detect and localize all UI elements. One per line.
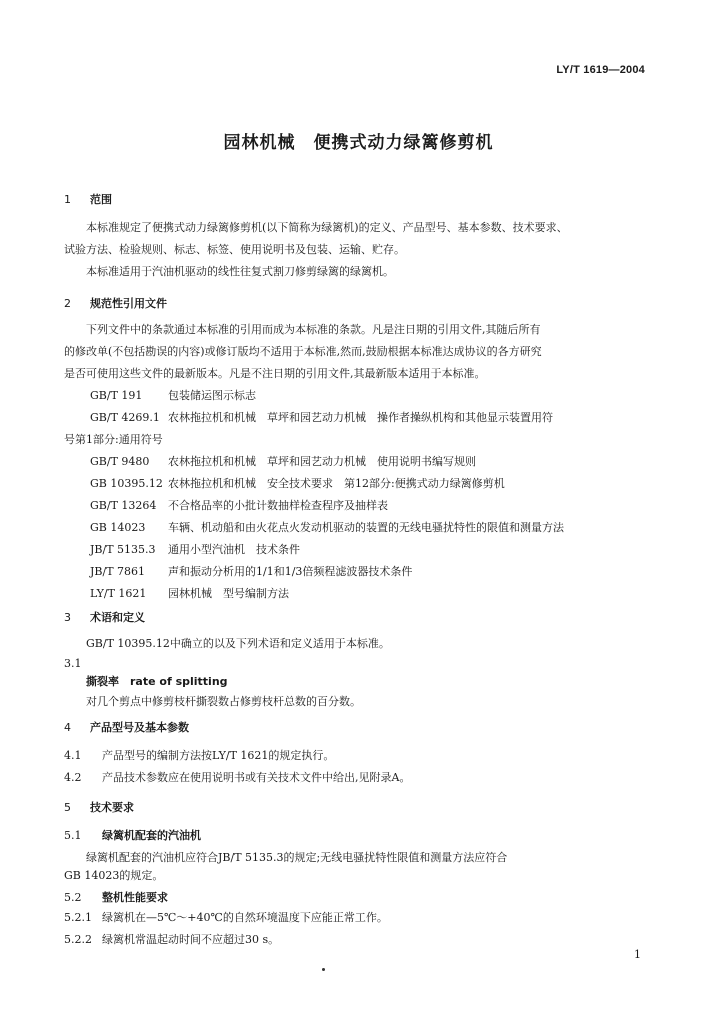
paragraph: 绿篱机配套的汽油机应符合JB/T 5135.3的规定;无线电骚扰特性限值和测量方法应符合: [86, 851, 508, 864]
reference-title: 包装储运图示标志: [168, 389, 256, 402]
clause-item: [64, 748, 653, 764]
page-number: 1: [634, 948, 641, 961]
standard-number: LY/T 1619—2004: [556, 64, 645, 76]
section-4-heading: [64, 720, 653, 736]
subsection-title: 整机性能要求: [102, 891, 168, 904]
clause-number: 4.2: [64, 771, 82, 784]
paragraph-continued: 的修改单(不包括勘误的内容)或修订版均不适用于本标准,然而,鼓励根据本标准达成协议的各方研究: [64, 345, 542, 358]
reference-title: 农林拖拉机和机械 安全技术要求 第12部分:便携式动力绿篱修剪机: [168, 477, 505, 490]
section-3-heading: [64, 610, 653, 626]
reference-title: 园林机械 型号编制方法: [168, 587, 289, 600]
reference-title: 通用小型汽油机 技术条件: [168, 543, 300, 556]
term-entry: 撕裂率 rate of splitting: [86, 675, 228, 688]
reference-title: 不合格品率的小批计数抽样检查程序及抽样表: [168, 499, 388, 512]
reference-item: [64, 498, 653, 514]
subsection-heading: [64, 890, 653, 906]
paragraph: 本标准适用于汽油机驱动的线性往复式割刀修剪绿篱的绿篱机。: [86, 265, 394, 278]
clause-number: 5.2: [64, 891, 82, 904]
reference-code: GB/T 9480: [90, 455, 150, 468]
subsection-heading: [64, 828, 653, 844]
clause-text: 绿篱机常温起动时间不应超过30 s。: [102, 933, 280, 946]
section-title: 规范性引用文件: [90, 297, 167, 310]
document-title: 园林机械 便携式动力绿篱修剪机: [223, 133, 494, 153]
reference-title: 农林拖拉机和机械 草坪和园艺动力机械 操作者操纵机构和其他显示装置用符: [168, 411, 553, 424]
section-5-heading: [64, 800, 653, 816]
reference-code: JB/T 5135.3: [90, 543, 156, 556]
clause-item: [64, 932, 653, 948]
section-1-heading: [64, 192, 653, 208]
reference-code: GB/T 13264: [90, 499, 157, 512]
reference-item: [64, 542, 653, 558]
subsection-title: 绿篱机配套的汽油机: [102, 829, 201, 842]
reference-code: GB 14023: [90, 521, 146, 534]
clause-number: 5.2.1: [64, 911, 92, 924]
section-title: 产品型号及基本参数: [90, 721, 189, 734]
reference-item: [64, 586, 653, 602]
reference-code: GB/T 4269.1: [90, 411, 160, 424]
reference-item: [64, 476, 653, 492]
section-number: 4: [64, 721, 71, 734]
paragraph-continued: GB 14023的规定。: [64, 869, 164, 882]
clause-number: 5.2.2: [64, 933, 92, 946]
section-number: 2: [64, 297, 71, 310]
section-number: 3: [64, 611, 71, 624]
reference-code: GB/T 191: [90, 389, 143, 402]
section-number: 5: [64, 801, 71, 814]
paragraph: GB/T 10395.12中确立的以及下列术语和定义适用于本标准。: [86, 637, 390, 650]
reference-code: GB 10395.12: [90, 477, 163, 490]
clause-text: 产品型号的编制方法按LY/T 1621的规定执行。: [102, 749, 335, 762]
reference-item: [64, 410, 653, 426]
paragraph-continued: 是否可使用这些文件的最新版本。凡是不注日期的引用文件,其最新版本适用于本标准。: [64, 367, 486, 380]
reference-item: [64, 454, 653, 470]
reference-item: [64, 564, 653, 580]
paragraph-continued: 试验方法、检验规则、标志、标签、使用说明书及包装、运输、贮存。: [64, 243, 405, 256]
term-definition: 对几个剪点中修剪枝杆撕裂数占修剪枝杆总数的百分数。: [86, 695, 361, 708]
section-title: 范围: [90, 193, 112, 206]
section-title: 技术要求: [90, 801, 134, 814]
subclause-number: 3.1: [64, 657, 82, 670]
section-title: 术语和定义: [90, 611, 145, 624]
clause-item: [64, 910, 653, 926]
clause-item: [64, 770, 653, 786]
paragraph: 下列文件中的条款通过本标准的引用而成为本标准的条款。凡是注日期的引用文件,其随后所有: [86, 323, 541, 336]
clause-text: 绿篱机在—5℃～+40℃的自然环境温度下应能正常工作。: [102, 911, 388, 924]
clause-text: 产品技术参数应在使用说明书或有关技术文件中给出,见附录A。: [102, 771, 411, 784]
reference-item: [64, 520, 653, 536]
clause-number: 5.1: [64, 829, 82, 842]
clause-number: 4.1: [64, 749, 82, 762]
reference-code: LY/T 1621: [90, 587, 147, 600]
reference-item: [64, 388, 653, 404]
section-2-heading: [64, 296, 653, 312]
reference-title: 声和振动分析用的1/1和1/3倍频程滤波器技术条件: [168, 565, 413, 578]
reference-title: 农林拖拉机和机械 草坪和园艺动力机械 使用说明书编写规则: [168, 455, 476, 468]
reference-item-continued: 号第1部分:通用符号: [64, 433, 163, 446]
scan-dot: [322, 968, 325, 971]
reference-title: 车辆、机动船和由火花点火发动机驱动的装置的无线电骚扰特性的限值和测量方法: [168, 521, 564, 534]
section-number: 1: [64, 193, 71, 206]
reference-code: JB/T 7861: [90, 565, 146, 578]
paragraph: 本标准规定了便携式动力绿篱修剪机(以下简称为绿篱机)的定义、产品型号、基本参数、技术要求、: [86, 221, 568, 234]
